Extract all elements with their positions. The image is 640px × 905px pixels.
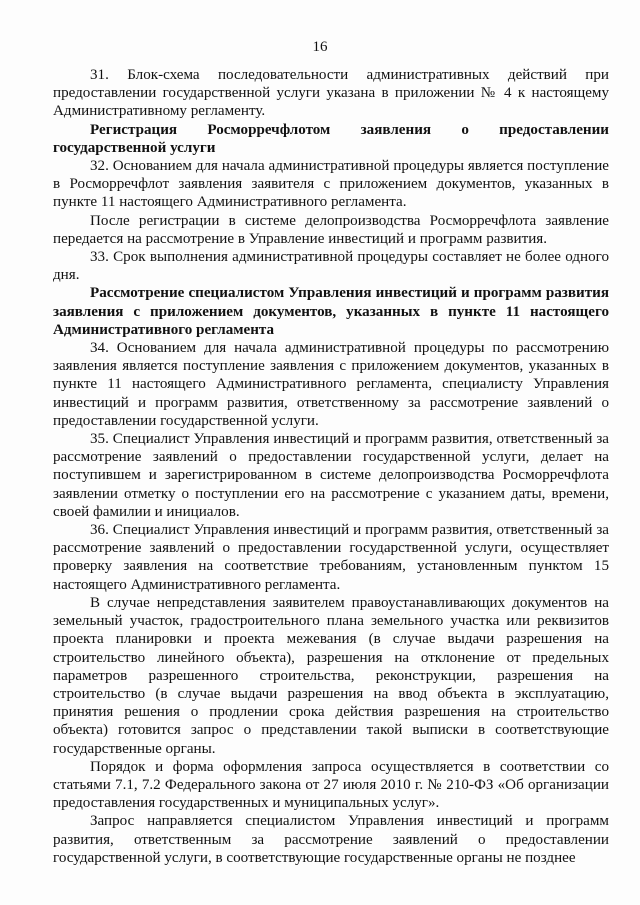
section-heading-registration: Регистрация Росморречфлотом заявления о предоставлении государственной услуги — [53, 121, 609, 156]
page-number: 16 — [312, 39, 328, 55]
paragraph-32: 32. Основанием для начала административной процедуры является поступление в Росморречфлот заявления заявителя с приложением документов, указанных в пункте 11 настоящего Административного регламента. — [53, 158, 609, 211]
paragraph-missing-documents: В случае непредставления заявителем правоустанавливающих документов на земельный участок, градостроительного плана земельного участка или реквизитов проекта планировки и проекта межевания (в случае выдачи разрешения на строительство линейного объекта), разрешения на отклонение от предельных параметров разрешенного строительства, реконструкции, разрешения на строительство (в случае выдачи разрешения на ввод объекта в эксплуатацию, принятия решения о продлении срока действия разрешения на строительство объекта) готовится запрос о представлении такой выписки в соответствующие государственные органы. — [53, 594, 609, 757]
paragraph-36: 36. Специалист Управления инвестиций и программ развития, ответственный за рассмотрение заявлений о предоставлении государственной услуги, осуществляет проверку заявления на соответствие требованиям, установленным пунктом 15 настоящего Административного регламента. — [53, 522, 609, 593]
paragraph-34: 34. Основанием для начала административной процедуры по рассмотрению заявления является поступление заявления с приложением документов, указанных в пункте 11 настоящего Административного регламента, специалисту Управления инвестиций и программ развития, ответственному за рассмотрение заявлений о предоставлении государственной услуги. — [53, 340, 609, 429]
paragraph-35: 35. Специалист Управления инвестиций и программ развития, ответственный за рассмотрение заявлений о предоставлении государственной услуги, делает на поступившем и зарегистрированном в системе делопроизводства Росморречфлота заявлении отметку о поступлении его на рассмотрение с указанием даты, времени, своей фамилии и инициалов. — [53, 431, 609, 520]
paragraph-request-procedure: Порядок и форма оформления запроса осуществляется в соответствии со статьями 7.1, 7.2 Федерального закона от 27 июля 2010 г. № 210-ФЗ «Об организации предоставления государственных и муниципальных услуг». — [53, 758, 609, 812]
paragraph-33: 33. Срок выполнения административной процедуры составляет не более одного дня. — [53, 249, 609, 284]
section-heading-review: Рассмотрение специалистом Управления инвестиций и программ развития заявления с приложением документов, указанных в пункте 11 настоящего Административного регламента — [53, 285, 609, 338]
paragraph-31: 31. Блок-схема последовательности административных действий при предоставлении государственной услуги указана в приложении № 4 к настоящему Административному регламенту. — [53, 67, 609, 120]
paragraph-after-registration: После регистрации в системе делопроизводства Росморречфлота заявление передается на рассмотрение в Управление инвестиций и программ развития. — [53, 212, 609, 247]
document-body — [53, 66, 609, 867]
paragraph-request-sending: Запрос направляется специалистом Управления инвестиций и программ развития, ответственным за рассмотрение заявлений о предоставлении государственной услуги, в соответствующие государственные органы не позднее — [53, 813, 609, 866]
